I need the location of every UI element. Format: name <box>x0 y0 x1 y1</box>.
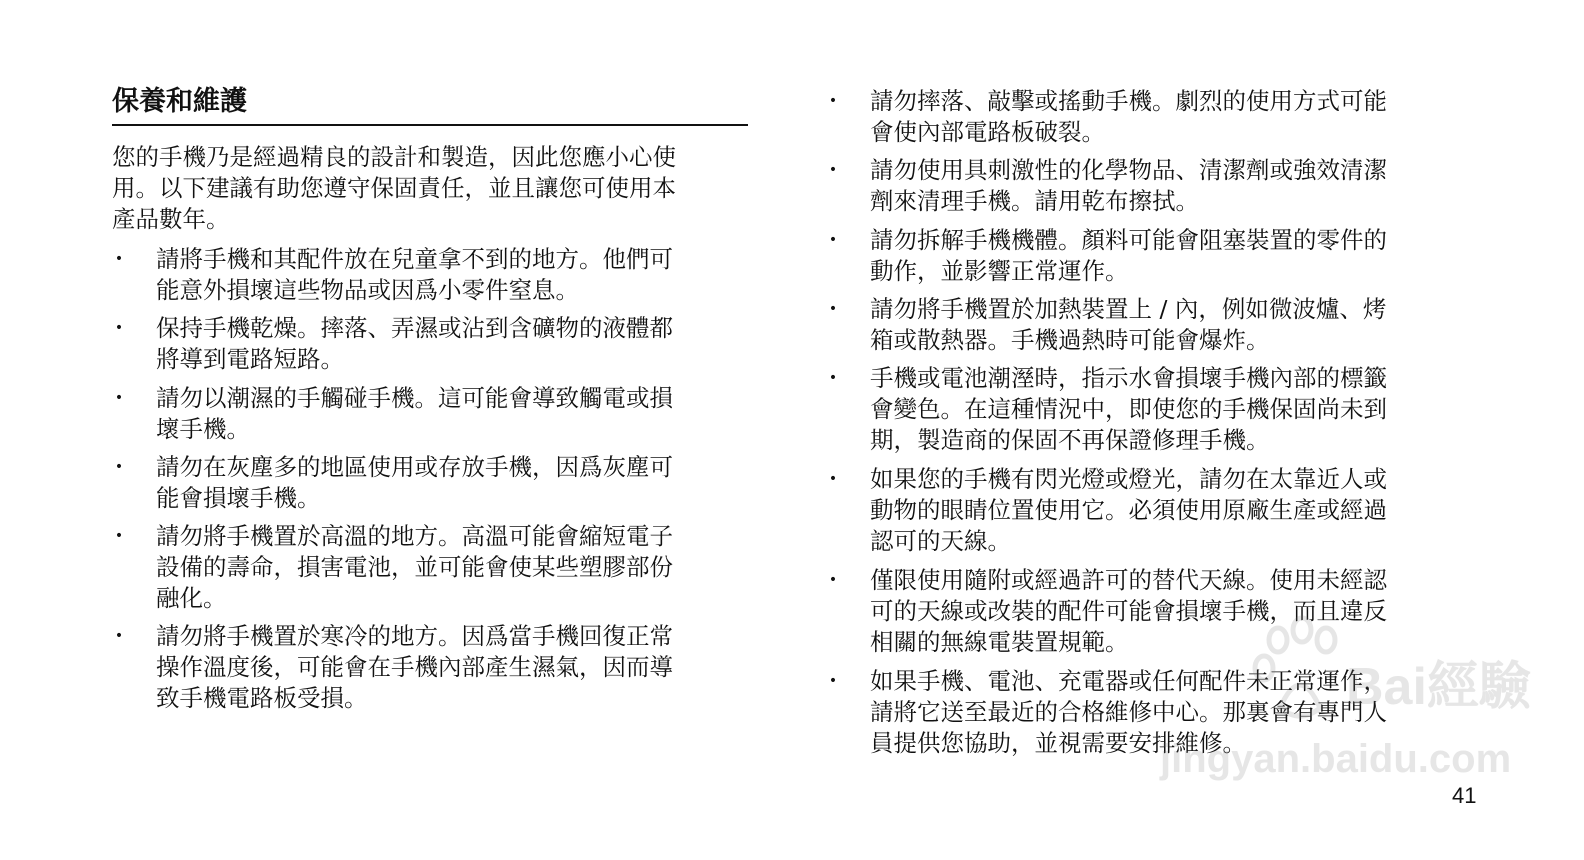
bullet-icon: • <box>114 459 124 475</box>
bullet-icon: • <box>828 572 838 588</box>
list-item-text: 請勿將手機置於加熱裝置上 / 內，例如微波爐、烤 箱或散熱器。手機過熱時可能會爆炸。 <box>870 295 1387 354</box>
intro-paragraph: 您的手機乃是經過精良的設計和製造，因此您應小心使 用。以下建議有助您遵守保固責任，並且讓您可使用本 產品數年。 <box>112 143 676 233</box>
bullet-icon: • <box>828 93 838 109</box>
list-item-text: 請勿摔落、敲擊或搖動手機。劇烈的使用方式可能 會使內部電路板破裂。 <box>870 87 1387 146</box>
list-item-text: 請勿將手機置於寒冷的地方。因爲當手機回復正常 操作溫度後，可能會在手機內部產生濕氣，因而導 致手機電路板受損。 <box>156 622 673 712</box>
bullet-icon: • <box>114 320 124 336</box>
list-item-text: 如果您的手機有閃光燈或燈光，請勿在太靠近人或 動物的眼睛位置使用它。必須使用原廠生產或經過 認可的天線。 <box>870 465 1387 555</box>
bullet-icon: • <box>114 390 124 406</box>
list-item-text: 僅限使用隨附或經過許可的替代天線。使用未經認 可的天線或改裝的配件可能會損壞手機，而且違反 相關的無線電裝置規範。 <box>870 566 1387 656</box>
list-item-text: 請勿將手機置於高溫的地方。高溫可能會縮短電子 設備的壽命，損害電池，並可能會使某些塑膠部份 融化。 <box>156 522 673 612</box>
bullet-icon: • <box>114 528 124 544</box>
watermark-text: jingyan.baidu.com <box>1160 737 1512 781</box>
bullet-icon: • <box>828 162 838 178</box>
list-item-text: 請勿使用具刺激性的化學物品、清潔劑或強效清潔 劑來清理手機。請用乾布擦拭。 <box>870 156 1387 215</box>
bullet-icon: • <box>828 232 838 248</box>
list-item-text: 請勿拆解手機機體。顏料可能會阻塞裝置的零件的 動作，並影響正常運作。 <box>870 226 1387 285</box>
list-item-text: 請勿以潮濕的手觸碰手機。這可能會導致觸電或損 壞手機。 <box>156 384 673 443</box>
bullet-icon: • <box>114 628 124 644</box>
bullet-icon: • <box>114 251 124 267</box>
list-item-text: 請勿在灰塵多的地區使用或存放手機，因爲灰塵可 能會損壞手機。 <box>156 453 673 512</box>
baidu-watermark-logo <box>1160 612 1531 792</box>
section-heading: 保養和維護 <box>112 86 247 117</box>
list-item-text: 保持手機乾燥。摔落、弄濕或沾到含礦物的液體都 將導到電路短路。 <box>156 314 673 373</box>
bullet-icon: • <box>828 370 838 386</box>
page-number: 41 <box>1452 783 1477 808</box>
list-item-text: 手機或電池潮溼時，指示水會損壞手機內部的標籤 會變色。在這種情況中，即使您的手機保固尚未到 期，製造商的保固不再保證修理手機。 <box>870 364 1387 454</box>
list-item-text: 如果手機、電池、充電器或任何配件未正常運作， 請將它送至最近的合格維修中心。那裏會有專門人 員提供您協助，並視需要安排維修。 <box>870 667 1387 757</box>
bullet-icon: • <box>828 301 838 317</box>
watermark-brand: Bai經驗 <box>1346 658 1531 716</box>
heading-divider <box>112 124 748 126</box>
bullet-icon: • <box>828 471 838 487</box>
list-item-text: 請將手機和其配件放在兒童拿不到的地方。他們可 能意外損壞這些物品或因爲小零件窒息。 <box>156 245 673 304</box>
bullet-icon: • <box>828 673 838 689</box>
